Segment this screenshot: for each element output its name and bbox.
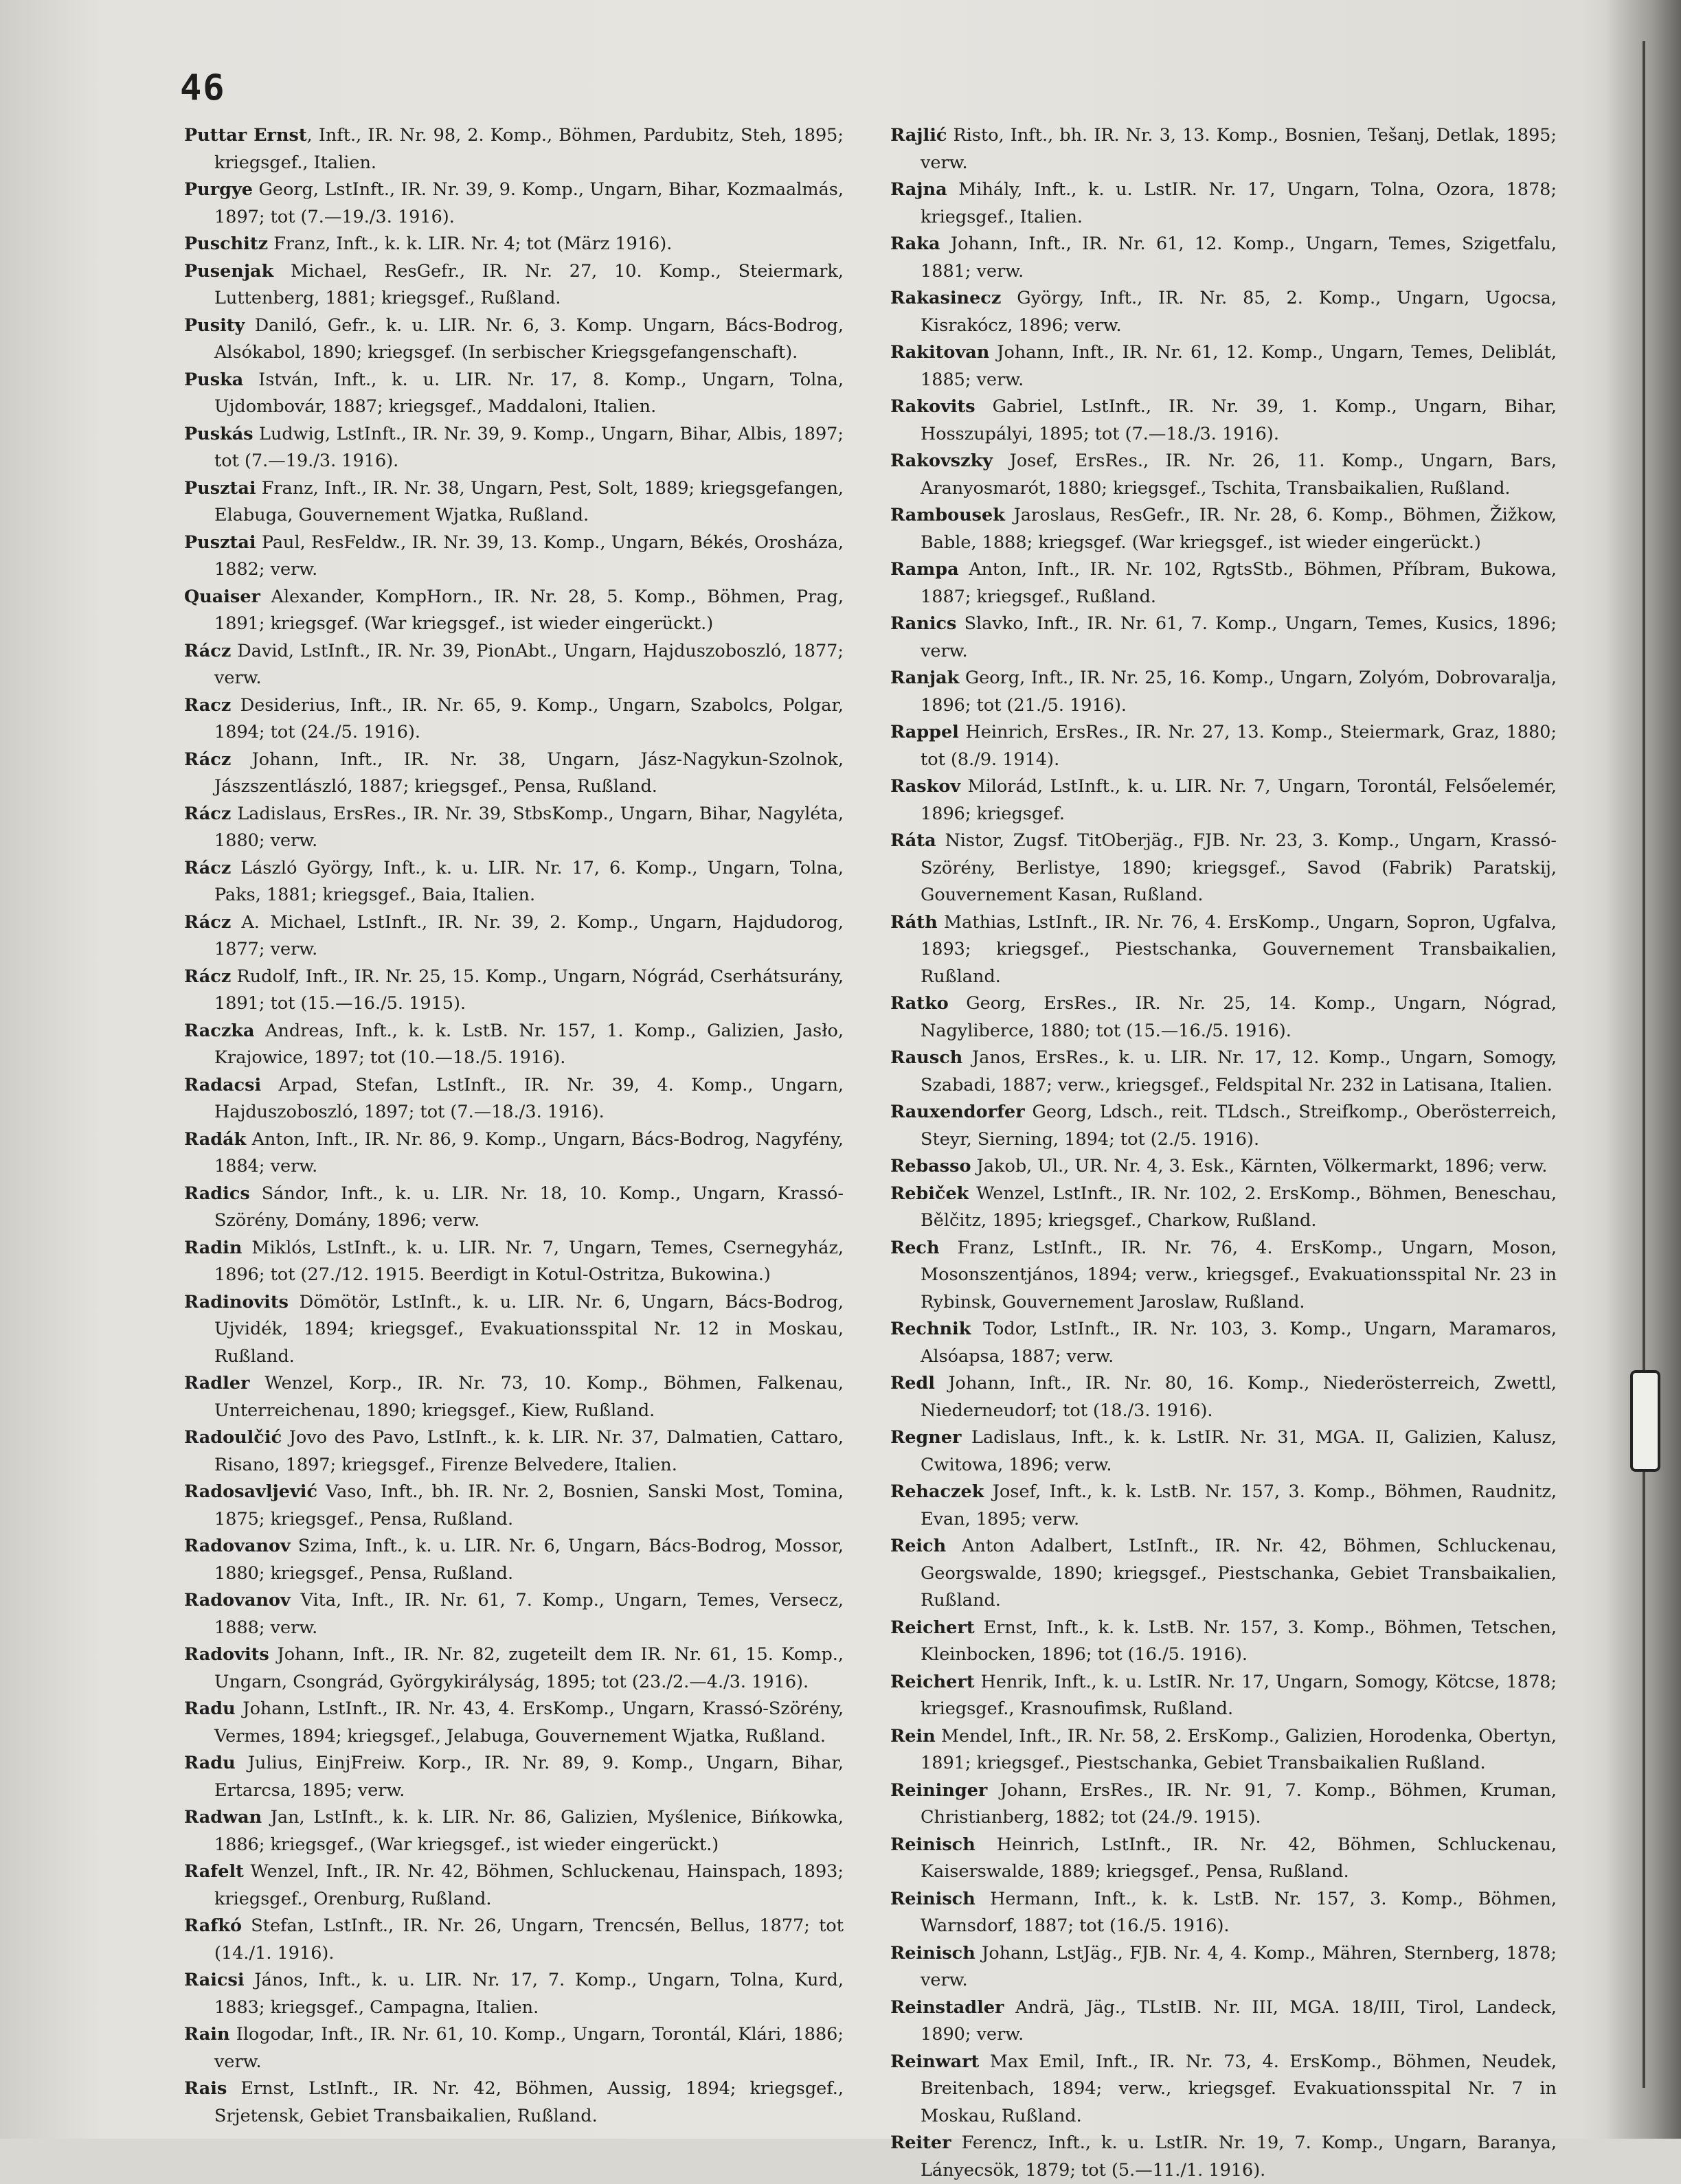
entry-details: Josef, ErsRes., IR. Nr. 26, 11. Komp., Ungarn, Bars, Aranyosmarót, 1880; kriegsgef., Tschita, Transbaikalien, Rußland. [921, 451, 1557, 499]
casualty-entry [184, 177, 844, 231]
entry-surname: Rácz [184, 966, 232, 987]
entry-details: Ilogodar, Inft., IR. Nr. 61, 10. Komp., Ungarn, Torontál, Klári, 1886; verw. [214, 2024, 844, 2072]
casualty-entry [184, 1126, 844, 1181]
casualty-entry [184, 475, 844, 530]
entry-details: David, LstInft., IR. Nr. 39, PionAbt., Ungarn, Hajduszoboszló, 1877; verw. [214, 640, 844, 688]
entry-surname: Rain [184, 2024, 230, 2045]
entry-details: Mendel, Inft., IR. Nr. 58, 2. ErsKomp., Galizien, Horodenka, Obertyn, 1891; kriegsgef., Piestschanka, Gebiet Transbaikalien Rußland. [921, 1725, 1557, 1773]
entry-details: Johann, ErsRes., IR. Nr. 91, 7. Komp., Böhmen, Kruman, Christianberg, 1882; tot (24./9. 1915). [921, 1779, 1557, 1828]
casualty-entry [184, 584, 844, 638]
entry-surname: Radoulčić [184, 1427, 282, 1448]
entry-details: Heinrich, LstInft., IR. Nr. 42, Böhmen, Schluckenau, Kaiserswalde, 1889; kriegsgef., Pensa, Rußland. [921, 1834, 1557, 1882]
casualty-entry [890, 339, 1557, 394]
casualty-entry [184, 1804, 844, 1858]
entry-surname: Ranjak [890, 668, 960, 688]
entry-details: Nistor, Zugsf. TitOberjäg., FJB. Nr. 23, 3. Komp., Ungarn, Krassó-Szörény, Berlistye, 1890; kriegsgef., Savod (Fabrik) Paratskij, Gouvernement Kasan, Rußland. [921, 830, 1557, 905]
entry-surname: Ranics [890, 613, 957, 634]
entry-surname: Reinstadler [890, 1997, 1004, 2018]
entry-details: Mihály, Inft., k. u. LstIR. Nr. 17, Ungarn, Tolna, Ozora, 1878; kriegsgef., Italien. [921, 179, 1557, 227]
entry-details: Heinrich, ErsRes., IR. Nr. 27, 13. Komp., Steiermark, Graz, 1880; tot (8./9. 1914). [921, 722, 1557, 770]
entry-surname: Rauxendorfer [890, 1102, 1025, 1122]
casualty-entry [890, 556, 1557, 611]
entry-details: Wenzel, Korp., IR. Nr. 73, 10. Komp., Böhmen, Falkenau, Unterreichenau, 1890; kriegsgef., Kiew, Rußland. [214, 1373, 844, 1421]
entry-surname: Radwan [184, 1807, 262, 1828]
casualty-entry [184, 1424, 844, 1479]
entry-surname: Radosavljević [184, 1481, 318, 1502]
casualty-entry [890, 1723, 1557, 1777]
entry-details: Franz, LstInft., IR. Nr. 76, 4. ErsKomp., Ungarn, Moson, Mosonszentjános, 1894; verw., kriegsgef., Evakuationsspital Nr. 23 in Rybinsk, Gouvernement Jaroslaw, Rußland. [921, 1237, 1557, 1312]
entry-details: Johann, Inft., IR. Nr. 61, 12. Komp., Ungarn, Temes, Deliblát, 1885; verw. [921, 342, 1557, 390]
entry-details: Mathias, LstInft., IR. Nr. 76, 4. ErsKomp., Ungarn, Sopron, Ugfalva, 1893; kriegsgef., Piestschanka, Gouvernement Transbaikalien, Rußland. [921, 911, 1557, 987]
entry-surname: Racz [184, 694, 232, 716]
entry-surname: Reinisch [890, 1834, 975, 1855]
entry-details: Milorád, LstInft., k. u. LIR. Nr. 7, Ungarn, Torontál, Felsőelemér, 1896; kriegsgef. [921, 776, 1557, 824]
entry-details: Georg, LstInft., IR. Nr. 39, 9. Komp., Ungarn, Bihar, Kozmaalmás, 1897; tot (7.—19./3. 1916). [214, 179, 844, 227]
entry-surname: Rein [890, 1725, 936, 1747]
entry-surname: Puska [184, 369, 244, 390]
entry-surname: Rajna [890, 179, 947, 200]
entry-details: Ladislaus, Inft., k. k. LstIR. Nr. 31, MGA. II, Galizien, Kalusz, Cwitowa, 1896; verw. [921, 1427, 1557, 1475]
entry-details: Johann, LstInft., IR. Nr. 43, 4. ErsKomp., Ungarn, Krassó-Szörény, Vermes, 1894; kriegsgef., Jelabuga, Gouvernement Wjatka, Rußland. [214, 1698, 844, 1747]
entry-details: Risto, Inft., bh. IR. Nr. 3, 13. Komp., Bosnien, Tešanj, Detlak, 1895; verw. [921, 125, 1557, 173]
casualty-entry [184, 801, 844, 855]
casualty-entry [184, 1967, 844, 2021]
entry-surname: Radics [184, 1183, 250, 1204]
entry-details: István, Inft., k. u. LIR. Nr. 17, 8. Komp., Ungarn, Tolna, Ujdombovár, 1887; kriegsgef., Maddaloni, Italien. [214, 369, 844, 417]
casualty-entry [890, 1370, 1557, 1424]
entry-surname: Reinisch [890, 1942, 975, 1964]
left-column [184, 122, 844, 2130]
entry-details: Paul, ResFeldw., IR. Nr. 39, 13. Komp., Ungarn, Békés, Orosháza, 1882; verw. [214, 532, 844, 580]
entry-surname: Rebasso [890, 1156, 971, 1176]
entry-details: Alexander, KompHorn., IR. Nr. 28, 5. Komp., Böhmen, Prag, 1891; kriegsgef. (War kriegsgef., ist wieder eingerückt.) [214, 586, 844, 634]
casualty-entry [184, 367, 844, 421]
entry-details: Janos, ErsRes., k. u. LIR. Nr. 17, 12. Komp., Ungarn, Somogy, Szabadi, 1887; verw., kriegsgef., Feldspital Nr. 232 in Latisana, Italien. [921, 1047, 1557, 1095]
casualty-entry [890, 1669, 1557, 1723]
entry-surname: Pusity [184, 315, 245, 336]
casualty-entry [890, 1777, 1557, 1832]
casualty-entry [890, 828, 1557, 909]
casualty-entry [890, 231, 1557, 285]
casualty-entry [890, 909, 1557, 991]
casualty-entry [184, 747, 844, 801]
entry-details: Julius, EinjFreiw. Korp., IR. Nr. 89, 9. Komp., Ungarn, Bihar, Ertarcsa, 1895; verw. [214, 1753, 844, 1801]
entry-surname: Redl [890, 1373, 935, 1394]
casualty-entry [890, 177, 1557, 231]
entry-details: Georg, Ldsch., reit. TLdsch., Streifkomp., Oberösterreich, Steyr, Sierning, 1894; tot (2./5. 1916). [921, 1102, 1557, 1150]
entry-details: Daniló, Gefr., k. u. LIR. Nr. 6, 3. Komp. Ungarn, Bács-Bodrog, Alsókabol, 1890; kriegsgef. (In serbischer Kriegsgefangenschaft). [214, 315, 844, 363]
entry-surname: Rehaczek [890, 1481, 984, 1502]
entry-surname: Rambousek [890, 505, 1005, 525]
casualty-entry [184, 1235, 844, 1289]
casualty-entry [184, 2075, 844, 2130]
casualty-entry [890, 1994, 1557, 2049]
entry-surname: Reichert [890, 1671, 975, 1692]
entry-surname: Rappel [890, 722, 959, 742]
casualty-entry [184, 1750, 844, 1804]
entry-surname: Puschitz [184, 234, 269, 254]
entry-surname: Radovits [184, 1644, 269, 1665]
entry-details: , Inft., IR. Nr. 98, 2. Komp., Böhmen, Pardubitz, Steh, 1895; kriegsgef., Italien. [214, 125, 844, 173]
casualty-entry [890, 665, 1557, 719]
entry-details: A. Michael, LstInft., IR. Nr. 39, 2. Komp., Ungarn, Hajdudorog, 1877; verw. [214, 911, 844, 959]
casualty-entry [184, 1370, 844, 1424]
entry-surname: Reichert [890, 1617, 975, 1638]
entry-details: Max Emil, Inft., IR. Nr. 73, 4. ErsKomp., Böhmen, Neudek, Breitenbach, 1894; verw., kriegsgef. Evakuationsspital Nr. 7 in Moskau, Rußland. [921, 2051, 1557, 2126]
entry-surname: Ráth [890, 911, 938, 933]
casualty-entry [890, 1615, 1557, 1669]
entry-details: Szima, Inft., k. u. LIR. Nr. 6, Ungarn, Bács-Bodrog, Mossor, 1880; kriegsgef., Pensa, Rußland. [214, 1536, 844, 1584]
casualty-entry [184, 909, 844, 964]
entry-surname: Rebiček [890, 1183, 969, 1204]
casualty-entry [890, 122, 1557, 177]
entry-details: Franz, Inft., IR. Nr. 38, Ungarn, Pest, Solt, 1889; kriegsgefangen, Elabuga, Gouvernement Wjatka, Rußland. [214, 477, 844, 525]
entry-details: Jakob, Ul., UR. Nr. 4, 3. Esk., Kärnten, Völkermarkt, 1896; verw. [971, 1156, 1548, 1176]
entry-surname: Rakasinecz [890, 288, 1002, 308]
entry-surname: Rakitovan [890, 342, 990, 363]
page-number: 46 [180, 67, 226, 109]
entry-surname: Pusztai [184, 477, 256, 499]
casualty-entry [184, 421, 844, 475]
right-column [890, 122, 1557, 2184]
entry-surname: Rakovits [890, 396, 975, 417]
entry-surname: Radacsi [184, 1074, 262, 1095]
entry-surname: Raczka [184, 1020, 255, 1041]
casualty-entry [184, 1641, 844, 1696]
casualty-entry [184, 1858, 844, 1913]
entry-details: Josef, Inft., k. k. LstB. Nr. 157, 3. Komp., Böhmen, Raudnitz, Evan, 1895; verw. [921, 1481, 1557, 1529]
casualty-entry [890, 990, 1557, 1045]
entry-surname: Reinwart [890, 2051, 980, 2072]
casualty-entry [184, 1696, 844, 1750]
entry-surname: Raka [890, 234, 940, 254]
entry-details: Hermann, Inft., k. k. LstB. Nr. 157, 3. Komp., Böhmen, Warnsdorf, 1887; tot (16./5. 1916). [921, 1888, 1557, 1936]
entry-details: Ernst, LstInft., IR. Nr. 42, Böhmen, Aussig, 1894; kriegsgef., Srjetensk, Gebiet Transbaikalien, Rußland. [214, 2078, 844, 2126]
entry-surname: Rech [890, 1237, 940, 1258]
casualty-entry [184, 964, 844, 1018]
page-tab-mark [1630, 1370, 1660, 1472]
entry-surname: Reiter [890, 2132, 951, 2153]
casualty-entry [890, 1886, 1557, 1940]
entry-details: Desiderius, Inft., IR. Nr. 65, 9. Komp., Ungarn, Szabolcs, Polgar, 1894; tot (24./5. 1916). [214, 694, 844, 742]
entry-surname: Radovanov [184, 1536, 291, 1556]
casualty-entry [184, 1479, 844, 1533]
casualty-entry [184, 122, 844, 177]
entry-details: Gabriel, LstInft., IR. Nr. 39, 1. Komp., Ungarn, Bihar, Hosszupályi, 1895; tot (7.—18./3. 1916). [921, 396, 1557, 444]
casualty-entry [890, 1533, 1557, 1615]
entry-details: László György, Inft., k. u. LIR. Nr. 17, 6. Komp., Ungarn, Tolna, Paks, 1881; kriegsgef., Baia, Italien. [214, 857, 844, 905]
entry-details: Dömötör, LstInft., k. u. LIR. Nr. 6, Ungarn, Bács-Bodrog, Ujvidék, 1894; kriegsgef., Evakuationsspital Nr. 12 in Moskau, Rußland. [214, 1291, 844, 1367]
entry-surname: Radler [184, 1373, 250, 1394]
casualty-entry [890, 502, 1557, 556]
entry-details: Anton, Inft., IR. Nr. 86, 9. Komp., Ungarn, Bács-Bodrog, Nagyfény, 1884; verw. [214, 1128, 844, 1176]
casualty-entry [184, 1533, 844, 1587]
entry-details: János, Inft., k. u. LIR. Nr. 17, 7. Komp., Ungarn, Tolna, Kurd, 1883; kriegsgef., Campagna, Italien. [214, 1970, 844, 2018]
casualty-entry [890, 1181, 1557, 1235]
casualty-entry [184, 1913, 844, 1967]
casualty-entry [890, 1940, 1557, 1994]
entry-surname: Rácz [184, 640, 232, 661]
entry-surname: Rampa [890, 559, 959, 580]
casualty-entry [890, 1316, 1557, 1370]
entry-details: Wenzel, LstInft., IR. Nr. 102, 2. ErsKomp., Böhmen, Beneschau, Bělčitz, 1895; kriegsgef., Charkow, Rußland. [921, 1183, 1557, 1231]
casualty-entry [890, 2049, 1557, 2130]
entry-details: Sándor, Inft., k. u. LIR. Nr. 18, 10. Komp., Ungarn, Krassó-Szörény, Domány, 1896; verw. [214, 1183, 844, 1231]
entry-surname: Radin [184, 1237, 242, 1258]
entry-details: Johann, LstJäg., FJB. Nr. 4, 4. Komp., Mähren, Sternberg, 1878; verw. [921, 1942, 1557, 1990]
entry-surname: Raskov [890, 776, 961, 797]
entry-surname: Reininger [890, 1779, 988, 1801]
entry-details: Rudolf, Inft., IR. Nr. 25, 15. Komp., Ungarn, Nógrád, Cserhátsurány, 1891; tot (15.—16./5. 1915). [214, 966, 844, 1014]
entry-details: Anton, Inft., IR. Nr. 102, RgtsStb., Böhmen, Příbram, Bukowa, 1887; kriegsgef., Rußland. [921, 559, 1557, 607]
entry-details: Johann, Inft., IR. Nr. 82, zugeteilt dem IR. Nr. 61, 15. Komp., Ungarn, Csongrád, Györgykirályság, 1895; tot (23./2.—4./3. 1916). [214, 1644, 844, 1692]
casualty-entry [184, 1072, 844, 1126]
entry-surname: Puttar Ernst [184, 125, 307, 146]
entry-details: Johann, Inft., IR. Nr. 61, 12. Komp., Ungarn, Temes, Szigetfalu, 1881; verw. [921, 234, 1557, 282]
entry-details: Vaso, Inft., bh. IR. Nr. 2, Bosnien, Sanski Most, Tomina, 1875; kriegsgef., Pensa, Rußland. [214, 1481, 844, 1529]
entry-surname: Reich [890, 1536, 947, 1556]
entry-surname: Rafelt [184, 1861, 244, 1882]
entry-surname: Ratko [890, 993, 949, 1014]
entry-details: Ferencz, Inft., k. u. LstIR. Nr. 19, 7. Komp., Ungarn, Baranya, Lányecsök, 1879; tot (5.—11./1. 1916). [921, 2132, 1557, 2181]
entry-details: György, Inft., IR. Nr. 85, 2. Komp., Ungarn, Ugocsa, Kisrakócz, 1896; verw. [921, 288, 1557, 336]
entry-surname: Raicsi [184, 1970, 245, 1990]
casualty-entry [184, 2021, 844, 2075]
entry-surname: Quaiser [184, 586, 260, 607]
casualty-entry [890, 1153, 1557, 1181]
entry-surname: Reinisch [890, 1888, 975, 1909]
casualty-entry [890, 1832, 1557, 1886]
casualty-entry [890, 1424, 1557, 1479]
entry-details: Vita, Inft., IR. Nr. 61, 7. Komp., Ungarn, Temes, Versecz, 1888; verw. [214, 1590, 844, 1638]
entry-details: Slavko, Inft., IR. Nr. 61, 7. Komp., Ungarn, Temes, Kusics, 1896; verw. [921, 613, 1557, 661]
entry-details: Wenzel, Inft., IR. Nr. 42, Böhmen, Schluckenau, Hainspach, 1893; kriegsgef., Orenburg, Rußland. [214, 1861, 844, 1909]
casualty-entry [890, 1235, 1557, 1317]
entry-details: Georg, Inft., IR. Nr. 25, 16. Komp., Ungarn, Zolyóm, Dobrovaralja, 1896; tot (21./5. 1916). [921, 668, 1557, 716]
entry-details: Arpad, Stefan, LstInft., IR. Nr. 39, 4. Komp., Ungarn, Hajduszoboszló, 1897; tot (7.—18./3. 1916). [214, 1074, 844, 1122]
entry-surname: Pusztai [184, 532, 256, 553]
casualty-entry [890, 611, 1557, 665]
casualty-entry [184, 638, 844, 692]
casualty-entry [890, 719, 1557, 773]
casualty-entry [890, 1045, 1557, 1099]
entry-surname: Purgye [184, 179, 253, 200]
entry-surname: Puskás [184, 423, 253, 444]
casualty-entry [890, 285, 1557, 339]
entry-details: Franz, Inft., k. k. LIR. Nr. 4; tot (März 1916). [268, 234, 673, 254]
entry-surname: Radu [184, 1753, 236, 1773]
entry-details: Johann, Inft., IR. Nr. 38, Ungarn, Jász-Nagykun-Szolnok, Jászszentlászló, 1887; kriegsgef., Pensa, Rußland. [214, 749, 844, 797]
casualty-entry [184, 1587, 844, 1641]
binding-edge-line [1643, 41, 1645, 2088]
entry-surname: Rácz [184, 749, 232, 770]
entry-surname: Rausch [890, 1047, 963, 1068]
entry-surname: Radu [184, 1698, 236, 1719]
casualty-entry [890, 2130, 1557, 2184]
entry-surname: Rakovszky [890, 451, 993, 471]
entry-details: Georg, ErsRes., IR. Nr. 25, 14. Komp., Ungarn, Nógrad, Nagyliberce, 1880; tot (15.—16./5. 1916). [921, 993, 1557, 1041]
entry-surname: Rácz [184, 857, 232, 878]
entry-details: Ludwig, LstInft., IR. Nr. 39, 9. Komp., Ungarn, Bihar, Albis, 1897; tot (7.—19./3. 1916). [214, 423, 844, 471]
entry-details: Johann, Inft., IR. Nr. 80, 16. Komp., Niederösterreich, Zwettl, Niederneudorf; tot (18./3. 1916). [921, 1373, 1557, 1421]
entry-surname: Rechnik [890, 1319, 971, 1339]
casualty-entry [890, 773, 1557, 828]
entry-details: Miklós, LstInft., k. u. LIR. Nr. 7, Ungarn, Temes, Csernegyház, 1896; tot (27./12. 1915. Beerdigt in Kotul-Ostritza, Bukowina.) [214, 1237, 844, 1285]
entry-surname: Radák [184, 1128, 247, 1150]
casualty-entry [184, 1289, 844, 1371]
entry-details: Anton Adalbert, LstInft., IR. Nr. 42, Böhmen, Schluckenau, Georgswalde, 1890; kriegsgef., Piestschanka, Gebiet Transbaikalien, Rußland. [921, 1536, 1557, 1611]
entry-details: Jovo des Pavo, LstInft., k. k. LIR. Nr. 37, Dalmatien, Cattaro, Risano, 1897; kriegsgef., Firenze Belvedere, Italien. [214, 1427, 844, 1475]
entry-details: Ladislaus, ErsRes., IR. Nr. 39, StbsKomp., Ungarn, Bihar, Nagyléta, 1880; verw. [214, 803, 844, 851]
entry-surname: Rajlić [890, 125, 947, 146]
casualty-entry [184, 258, 844, 312]
entry-surname: Rafkó [184, 1915, 242, 1936]
casualty-entry [890, 1099, 1557, 1153]
entry-details: Andreas, Inft., k. k. LstB. Nr. 157, 1. Komp., Galizien, Jasło, Krajowice, 1897; tot (10.—18./5. 1916). [214, 1020, 844, 1068]
casualty-entry [184, 312, 844, 367]
entry-details: Todor, LstInft., IR. Nr. 103, 3. Komp., Ungarn, Maramaros, Alsóapsa, 1887; verw. [921, 1319, 1557, 1367]
entry-details: Henrik, Inft., k. u. LstIR. Nr. 17, Ungarn, Somogy, Kötcse, 1878; kriegsgef., Krasnoufimsk, Rußland. [921, 1671, 1557, 1719]
entry-details: Andrä, Jäg., TLstIB. Nr. III, MGA. 18/III, Tirol, Landeck, 1890; verw. [921, 1997, 1557, 2045]
casualty-entry [184, 530, 844, 584]
casualty-entry [184, 1181, 844, 1235]
entry-surname: Pusenjak [184, 260, 274, 282]
entry-surname: Radovanov [184, 1590, 291, 1611]
entry-surname: Ráta [890, 830, 936, 851]
entry-details: Michael, ResGefr., IR. Nr. 27, 10. Komp., Steiermark, Luttenberg, 1881; kriegsgef., Rußland. [214, 260, 844, 308]
casualty-entry [184, 231, 844, 258]
casualty-entry [184, 692, 844, 747]
entry-details: Stefan, LstInft., IR. Nr. 26, Ungarn, Trencsén, Bellus, 1877; tot (14./1. 1916). [214, 1915, 844, 1964]
casualty-entry [890, 394, 1557, 448]
entry-surname: Radinovits [184, 1291, 289, 1312]
entry-details: Ernst, Inft., k. k. LstB. Nr. 157, 3. Komp., Böhmen, Tetschen, Kleinbocken, 1896; tot (16./5. 1916). [921, 1617, 1557, 1665]
entry-surname: Regner [890, 1427, 962, 1448]
entry-surname: Rácz [184, 803, 232, 824]
entry-details: Jaroslaus, ResGefr., IR. Nr. 28, 6. Komp., Böhmen, Žižkow, Bable, 1888; kriegsgef. (War kriegsgef., ist wieder eingerückt.) [921, 505, 1557, 553]
casualty-entry [890, 448, 1557, 502]
casualty-entry [184, 1018, 844, 1072]
casualty-entry [184, 855, 844, 909]
entry-details: Jan, LstInft., k. k. LIR. Nr. 86, Galizien, Myślenice, Bińkowka, 1886; kriegsgef., (War kriegsgef., ist wieder eingerückt.) [214, 1807, 844, 1855]
entry-surname: Rais [184, 2078, 227, 2099]
entry-surname: Rácz [184, 911, 232, 933]
casualty-entry [890, 1479, 1557, 1533]
